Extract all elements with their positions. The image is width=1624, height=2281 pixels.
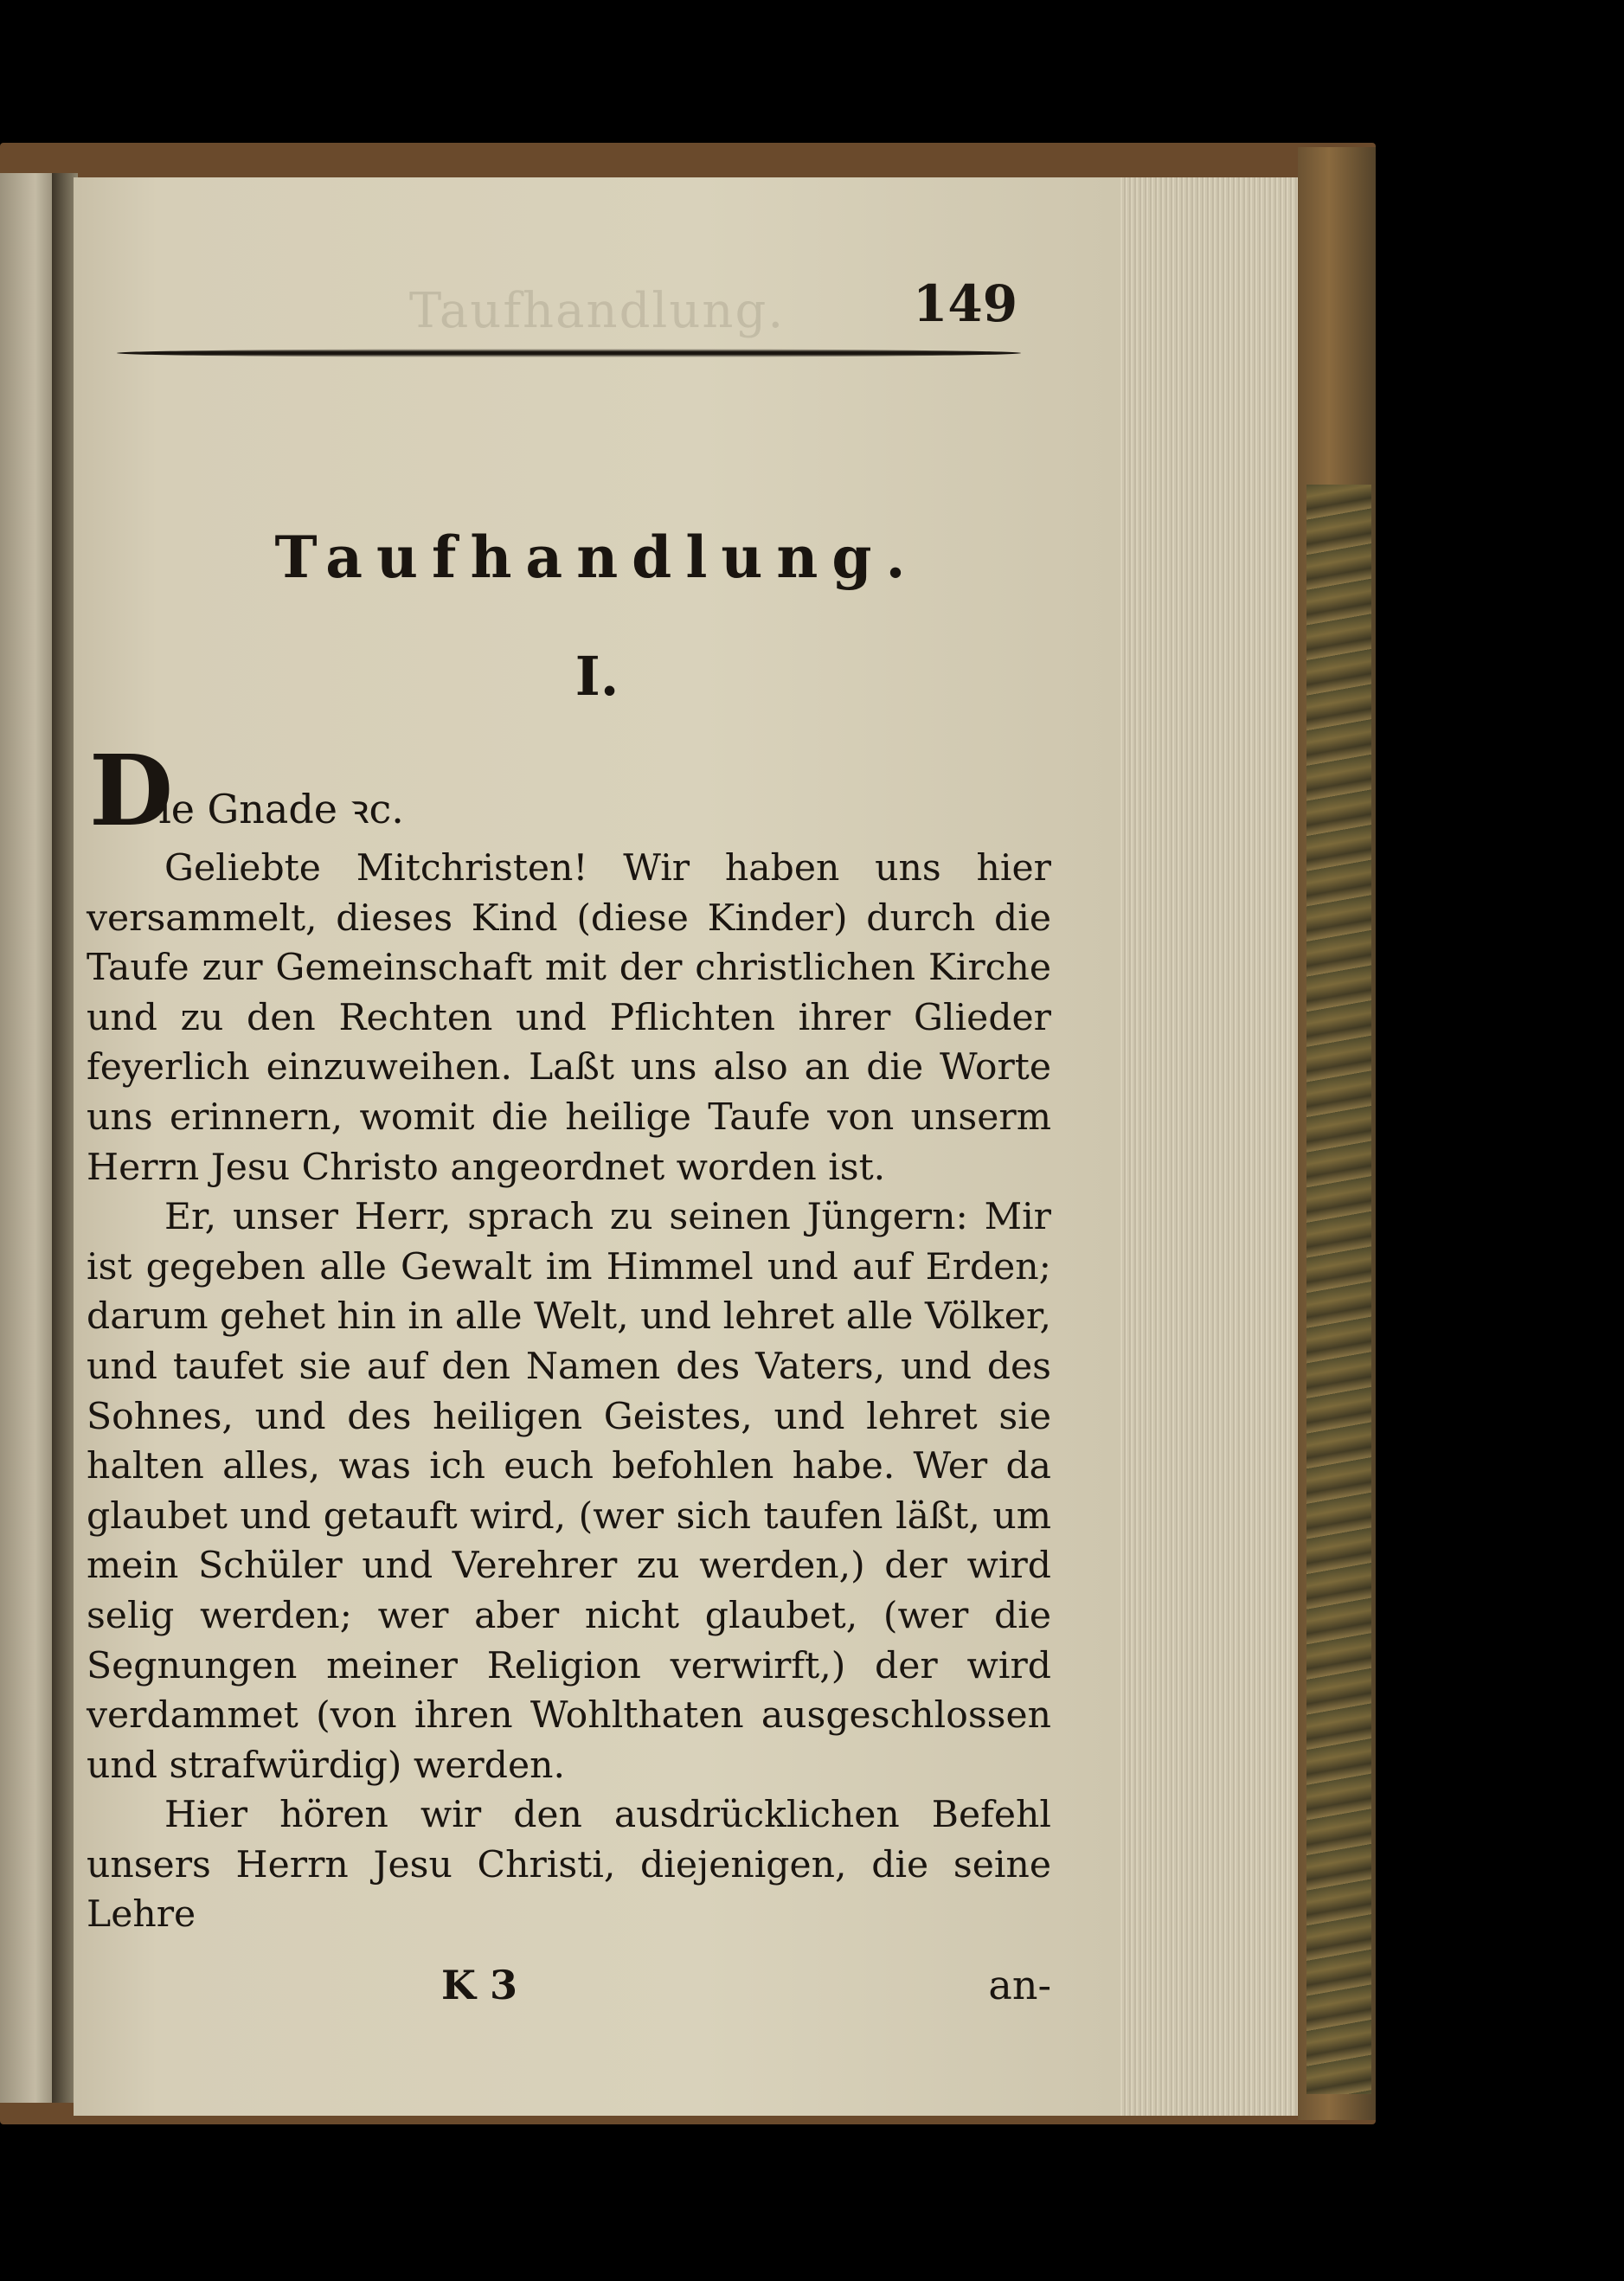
chapter-title: Taufhandlung. bbox=[274, 524, 920, 591]
drop-capital: D bbox=[89, 735, 174, 848]
section-number: I. bbox=[574, 645, 619, 708]
opening-line bbox=[89, 735, 1084, 848]
header-rule bbox=[117, 349, 1021, 357]
paragraph: Er, unser Herr, sprach zu seinen Jüngern: Mir ist gegeben alle Gewalt im Himmel und auf Erden; darum gehet hin in alle Welt, und lehret alle Völker, und taufet sie auf den Namen des Vaters, und des Sohnes, und des heiligen Geistes, und lehret sie halten alles, was ich euch befohlen habe. Wer da glaubet und getauft wird, (wer sich taufen läßt, um mein Schüler und Verehrer zu werden,) der wird selig werden; wer aber nicht glaubet, (wer die Segnungen meiner Religion verwirft,) der wird verdammet (von ihren Wohlthaten ausgeschlossen und strafwürdig) werden. bbox=[87, 1196, 1051, 1787]
page-footer bbox=[87, 1962, 1051, 2014]
catchword: an- bbox=[988, 1962, 1051, 2008]
left-page-edge bbox=[0, 173, 59, 2103]
paragraph: Hier hören wir den ausdrücklichen Befehl unsers Herrn Jesu Christi, diejenigen, die seine Lehre bbox=[87, 1794, 1051, 1937]
opening-text: ie Gnade ꝛc. bbox=[158, 786, 404, 832]
signature-mark: K 3 bbox=[441, 1962, 518, 2008]
running-head: Taufhandlung. bbox=[408, 283, 786, 339]
paragraph: Geliebte Mitchristen! Wir haben uns hier versammelt, dieses Kind (diese Kinder) durch die Taufe zur Gemeinschaft mit der christlichen Kirche und zu den Rechten und Pflichten ihrer Glieder feyerlich einzuweihen. Laßt uns also an die Worte uns erinnern, womit die heilige Taufe von unserm Herrn Jesu Christo angeordnet worden ist. bbox=[87, 847, 1051, 1189]
page-edges bbox=[1118, 177, 1308, 2116]
book-page bbox=[74, 177, 1120, 2116]
body-text bbox=[87, 844, 1051, 1940]
marbled-cover bbox=[1306, 485, 1371, 2094]
page-number: 149 bbox=[913, 274, 1018, 333]
